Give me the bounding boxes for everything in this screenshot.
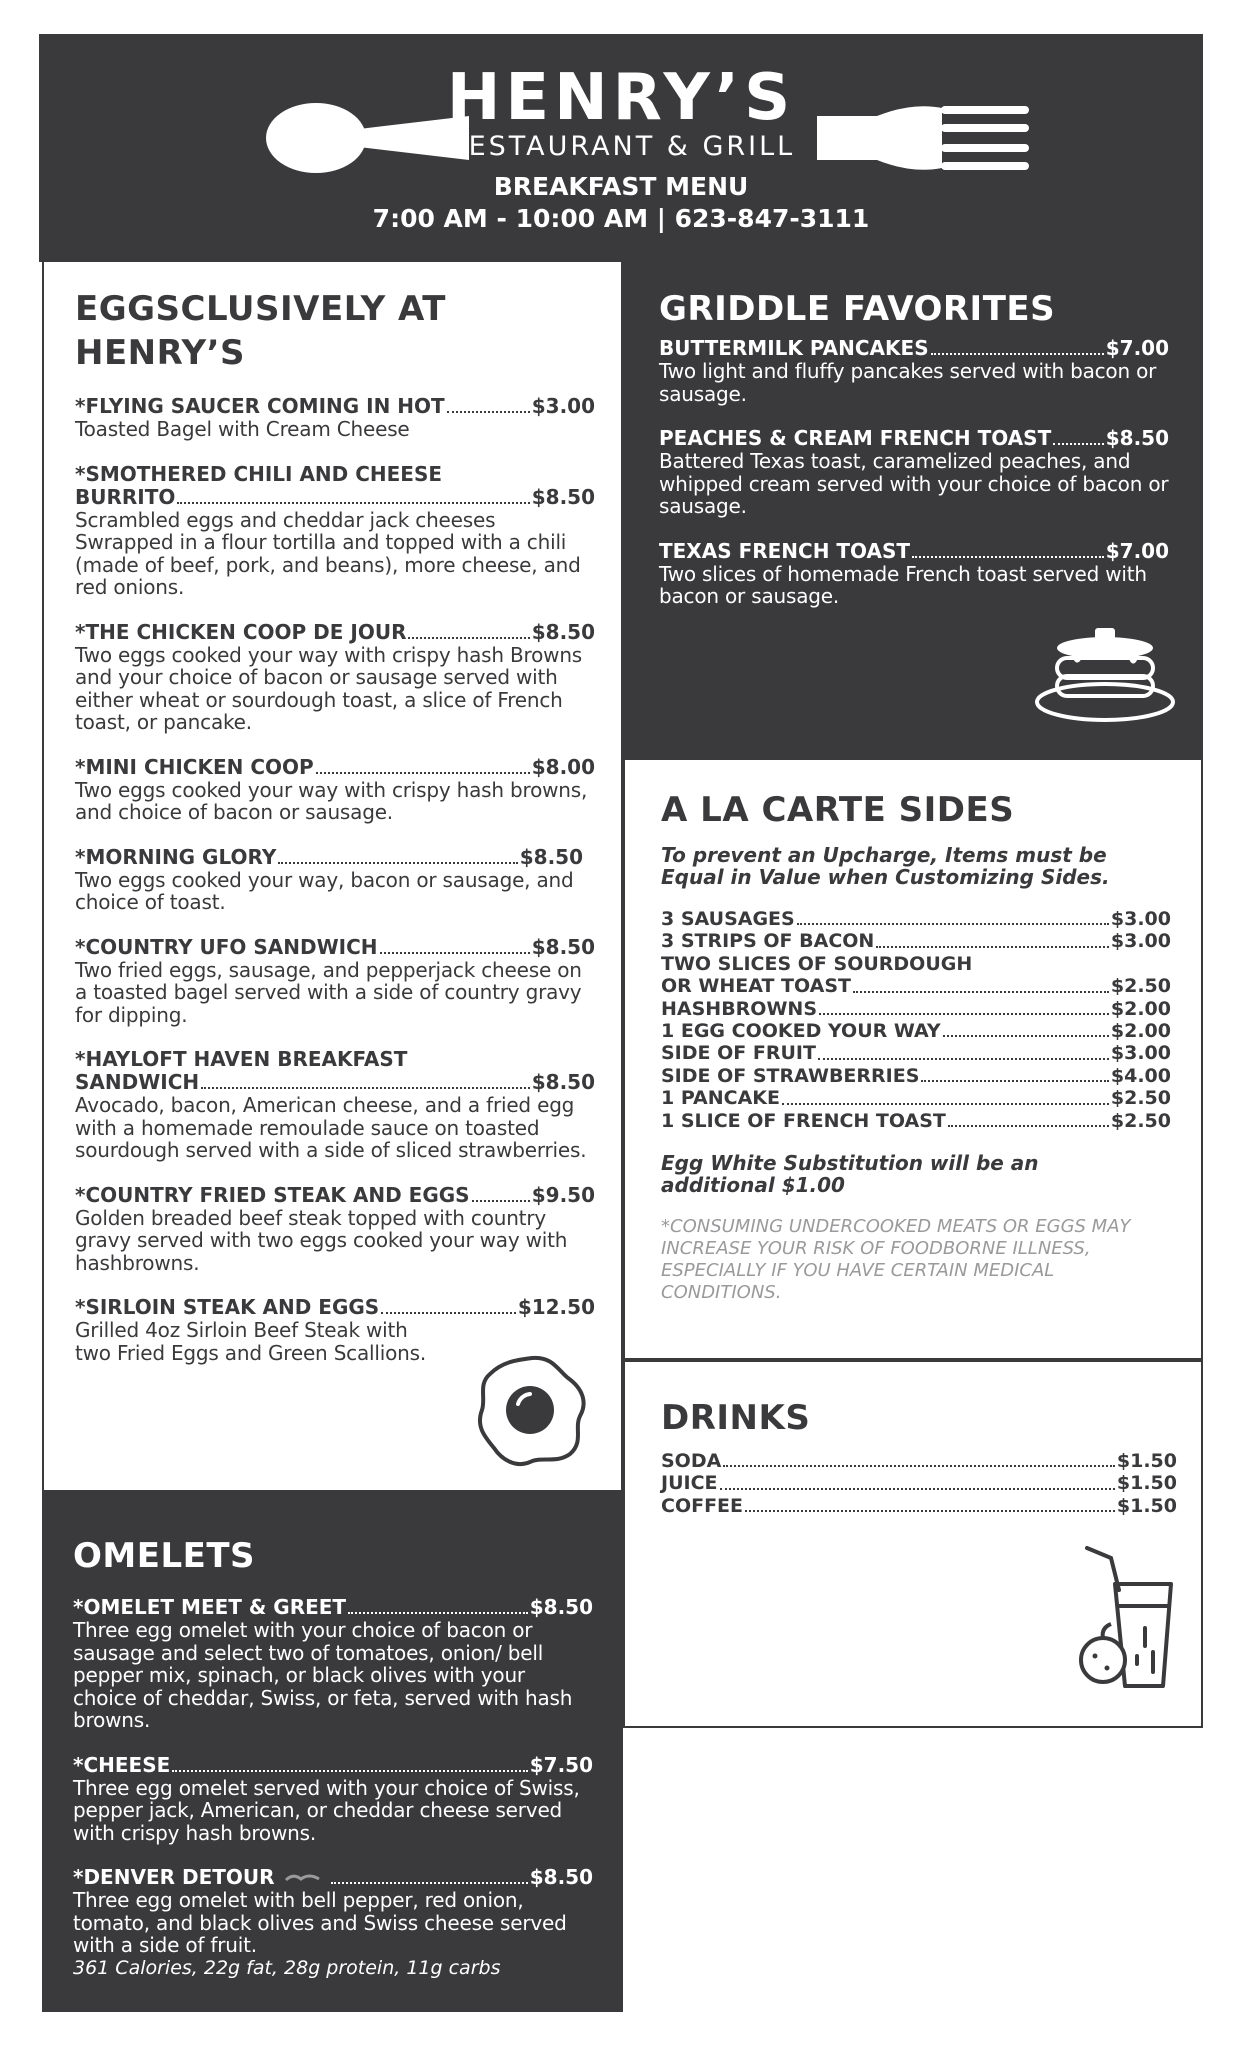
item-price: $7.00 [1105,336,1169,360]
sides-note: To prevent an Upcharge, Items must be Equal in Value when Customizing Sides. [661,843,1110,889]
item-description: Toasted Bagel with Cream Cheese [75,417,410,441]
menu-item [75,463,595,599]
item-price: $7.00 [1105,538,1169,563]
menu-item [75,756,595,824]
list-item [661,908,1171,930]
item-description: Two eggs cooked your way, bacon or sausage, and choice of toast. [75,867,574,914]
side-name: OR WHEAT TOAST [661,975,851,998]
list-item [661,1042,1171,1064]
menu-item [75,936,595,1027]
item-price: $8.50 [531,484,595,509]
item-name: *MINI CHICKEN COOP [75,754,314,779]
item-description: Scrambled eggs and cheddar jack cheeses Swrapped in a flour tortilla and topped with a chili (made of beef, pork, and beans), more cheese, and red onions. [75,507,581,599]
item-name: *FLYING SAUCER COMING IN HOT [75,394,445,418]
item-name: *OMELET MEET & GREET [73,1595,347,1619]
consumption-warning: *CONSUMING UNDERCOOKED MEATS OR EGGS MAY INCREASE YOUR RISK OF FOODBORNE ILLNESS, ESPECIALLY IF YOU HAVE CERTAIN MEDICAL CONDITIONS. [661,1216,1131,1304]
drinks-section [623,1360,1203,1728]
section-title: EGGSCLUSIVELY AT HENRY’S [75,289,446,373]
drink-name: JUICE [661,1472,718,1495]
list-item [661,1495,1177,1517]
list-item [661,975,1171,997]
menu-item [75,395,595,441]
menu-header [39,34,1203,262]
list-item [661,1020,1171,1042]
menu-item [659,540,1169,608]
item-name: *SIRLOIN STEAK AND EGGS [75,1295,380,1319]
list-item [661,1450,1177,1472]
menu-item [73,1754,593,1845]
item-price: $8.50 [531,934,595,959]
list-item [661,1472,1177,1494]
drink-price: $1.50 [1116,1450,1177,1472]
menu-item [659,427,1169,518]
egg-white-note: Egg White Substitution will be an additional $1.00 [661,1151,1039,1198]
item-price: $12.50 [517,1295,595,1319]
side-name: 3 SAUSAGES [661,908,795,930]
side-price: $4.00 [1110,1064,1171,1087]
item-name-line1: *SMOTHERED CHILI AND CHEESE [75,461,443,486]
item-name: PEACHES & CREAM FRENCH TOAST [659,426,1052,450]
side-name: 1 EGG COOKED YOUR WAY [661,1020,941,1043]
item-name: *COUNTRY FRIED STEAK AND EGGS [75,1182,470,1207]
section-title: DRINKS [661,1398,811,1438]
side-price: $2.00 [1110,997,1171,1020]
side-price: $2.50 [1110,1087,1171,1110]
menu-title: BREAKFAST MENU [493,172,749,201]
item-description: Three egg omelet with bell pepper, red onion, tomato, and black olives and Swiss cheese served with a side of fruit. [73,1888,567,1957]
drinks-list [661,1450,1177,1517]
drink-name: SODA [661,1450,722,1472]
item-description: Battered Texas toast, caramelized peaches, and whipped cream served with your choice of bacon or sausage. [659,449,1169,518]
side-name: SIDE OF FRUIT [661,1042,816,1065]
item-name: TEXAS FRENCH TOAST [659,538,911,563]
item-name: *COUNTRY UFO SANDWICH [75,934,378,959]
section-title: GRIDDLE FAVORITES [659,289,1056,329]
item-price: $8.50 [529,1865,593,1889]
side-price: $2.50 [1110,1109,1171,1132]
item-name: BUTTERMILK PANCAKES [659,336,929,360]
section-title: A LA CARTE SIDES [661,790,1015,830]
item-description: Two eggs cooked your way with crispy hash browns, and choice of bacon or sausage. [75,777,588,824]
item-description: Three egg omelet served with your choice of Swiss, pepper jack, American, or cheddar cheese served with crispy hash browns. [73,1775,580,1845]
brand-name: HENRY’S [446,61,796,135]
item-name: *CHEESE [73,1752,171,1777]
item-name: *DENVER DETOUR [73,1865,275,1889]
item-price: $8.50 [531,1070,595,1094]
item-description: Grilled 4oz Sirloin Beef Steak with two Fried Eggs and Green Scallions. [75,1318,426,1365]
item-name: BURRITO [75,484,176,509]
item-description: Golden breaded beef steak topped with country gravy served with two eggs cooked your way with hashbrowns. [75,1205,568,1275]
item-name: SANDWICH [75,1070,200,1094]
menu-item [73,1596,593,1732]
item-description: Avocado, bacon, American cheese, and a fried egg with a homemade remoulade sauce on toasted sourdough served with a side of sliced strawberries. [75,1093,587,1162]
section-title: OMELETS [73,1536,256,1576]
side-price: $3.00 [1110,930,1171,953]
menu-item [75,621,595,734]
side-name: SIDE OF STRAWBERRIES [661,1064,920,1087]
pepper-icon [283,1870,323,1886]
item-description: Two light and fluffy pancakes served with bacon or sausage. [659,359,1157,406]
side-name-line1: TWO SLICES OF SOURDOUGH [661,952,973,975]
side-price: $3.00 [1110,1042,1171,1065]
item-description: Three egg omelet with your choice of bacon or sausage and select two of tomatoes, onion/ bell pepper mix, spinach, or black olives with your choice of cheddar, Swiss, or feta, served with hash browns. [73,1618,573,1732]
nutrition-info: 361 Calories, 22g fat, 28g protein, 11g carbs [73,1956,501,1979]
side-price: $3.00 [1110,908,1171,930]
item-name: *THE CHICKEN COOP DE JOUR [75,619,407,644]
brand-subtitle: RESTAURANT & GRILL [446,131,796,162]
list-item [661,1087,1171,1109]
item-price: $8.00 [531,754,595,779]
item-price: $8.50 [529,1595,593,1619]
juice-orange-icon [1073,1544,1183,1692]
item-description: Two fried eggs, sausage, and pepperjack cheese on a toasted bagel served with a side of country gravy for dipping. [75,957,582,1027]
hours-phone: 7:00 AM - 10:00 AM | 623-847-3111 [372,204,870,233]
side-name: 1 SLICE OF FRENCH TOAST [661,1109,946,1132]
side-name: HASHBROWNS [661,997,817,1020]
list-item [661,1110,1171,1132]
side-price: $2.00 [1110,1020,1171,1043]
list-item [661,930,1171,952]
menu-item [75,846,595,914]
item-price: $7.50 [529,1752,593,1777]
list-item [661,998,1171,1020]
menu-item [659,337,1169,405]
menu-item [75,1048,595,1162]
item-price: $8.50 [531,619,595,644]
griddle-favorites-section [623,262,1203,760]
side-price: $2.50 [1110,975,1171,998]
item-price: $8.50 [1105,426,1169,450]
drink-price: $1.50 [1116,1472,1177,1495]
menu-item [73,1866,593,1979]
item-price: $3.00 [531,394,595,418]
list-item [661,1065,1171,1087]
drink-price: $1.50 [1116,1494,1177,1517]
item-name: *MORNING GLORY [75,844,277,869]
eggsclusively-section [42,262,623,1492]
menu-item [75,1184,595,1275]
drink-name: COFFEE [661,1494,744,1517]
item-description: Two slices of homemade French toast served with bacon or sausage. [659,561,1147,608]
pancakes-icon [1033,624,1177,724]
side-name: 1 PANCAKE [661,1087,780,1110]
omelets-section [42,1492,623,2012]
a-la-carte-sides-section [623,760,1203,1360]
item-name-line1: *HAYLOFT HAVEN BREAKFAST [75,1047,408,1071]
sides-list [661,908,1171,1132]
side-name: 3 STRIPS OF BACON [661,930,875,953]
fried-egg-icon [472,1352,592,1468]
item-price: $9.50 [531,1182,595,1207]
item-description: Two eggs cooked your way with crispy hash Browns and your choice of bacon or sausage served with either wheat or sourdough toast, a slice of French toast, or pancake. [75,642,583,734]
item-price: $8.50 [519,844,583,869]
